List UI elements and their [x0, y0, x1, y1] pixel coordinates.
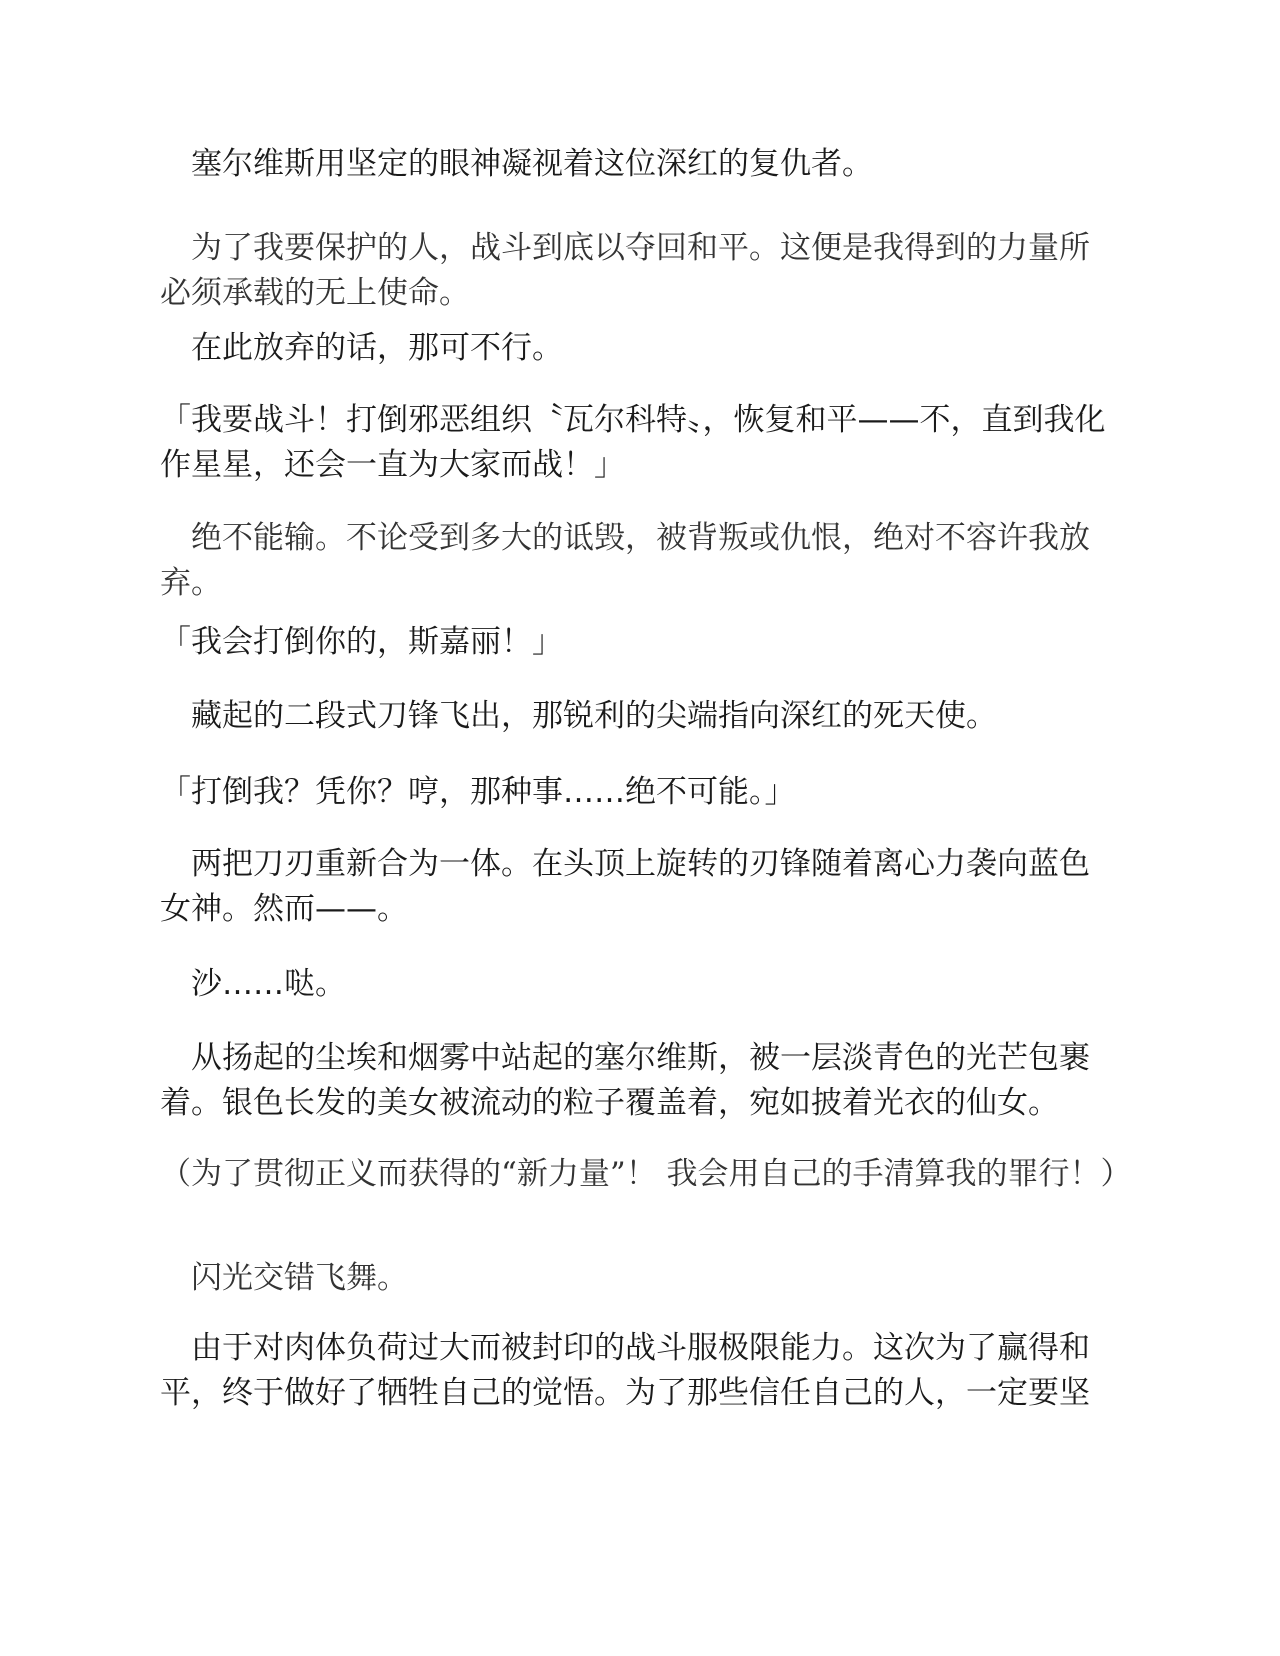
paragraph-10: 由于对肉体负荷过大而被封印的战斗服极限能力。这次为了赢得和平，终于做好了牺牲自己的觉悟。为了那些信任自己的人，一定要坚	[160, 1330, 1090, 1411]
dialogue-2: 「我会打倒你的，斯嘉丽！」	[160, 624, 563, 660]
paragraph-2: 为了我要保护的人，战斗到底以夺回和平。这便是我得到的力量所必须承载的无上使命。	[160, 230, 1090, 311]
paragraph-7: 沙……哒。	[160, 966, 346, 1002]
dialogue-1: 「我要战斗！打倒邪恶组织〝瓦尔科特〟，恢复和平——不，直到我化作星星，还会一直为大家而战！」	[160, 402, 1106, 483]
paragraph-9: 闪光交错飞舞。	[160, 1260, 408, 1296]
paragraph-5: 藏起的二段式刀锋飞出，那锐利的尖端指向深红的死天使。	[160, 698, 997, 734]
paragraph-3: 在此放弃的话，那可不行。	[160, 330, 563, 366]
paragraph-8: 从扬起的尘埃和烟雾中站起的塞尔维斯，被一层淡青色的光芒包裹着。银色长发的美女被流动的粒子覆盖着，宛如披着光衣的仙女。	[160, 1040, 1090, 1121]
paragraph-4: 绝不能输。不论受到多大的诋毁，被背叛或仇恨，绝对不容许我放弃。	[160, 520, 1090, 601]
inner-thought: （为了贯彻正义而获得的“新力量”！ 我会用自己的手清算我的罪行！）	[160, 1156, 1132, 1192]
paragraph-1: 塞尔维斯用坚定的眼神凝视着这位深红的复仇者。	[160, 146, 873, 182]
paragraph-6: 两把刀刃重新合为一体。在头顶上旋转的刃锋随着离心力袭向蓝色女神。然而——。	[160, 846, 1090, 927]
dialogue-3: 「打倒我？凭你？哼，那种事……绝不可能。」	[160, 774, 796, 810]
